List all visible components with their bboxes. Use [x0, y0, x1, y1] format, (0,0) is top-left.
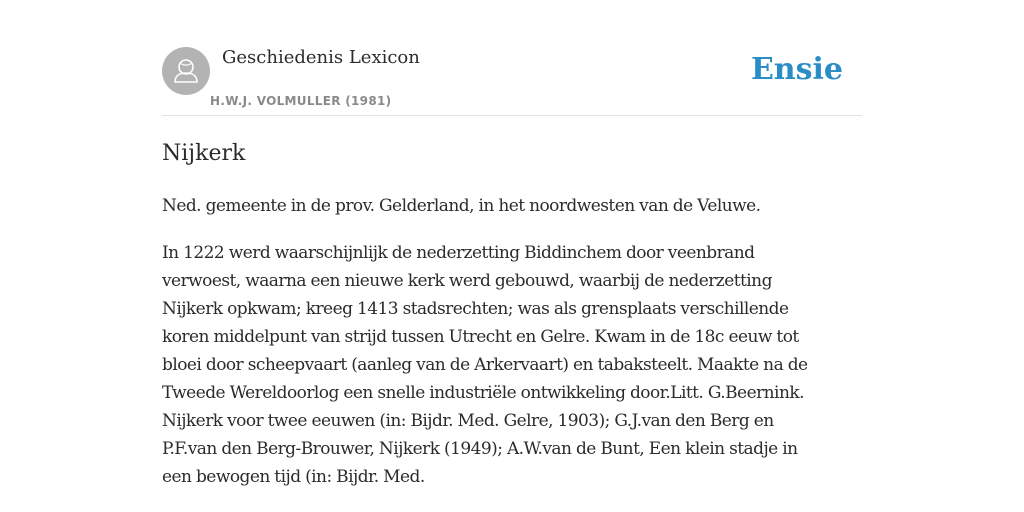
source-author[interactable]: H.W.J. VOLMULLER (1981): [210, 94, 392, 108]
paragraph-line: P.F.van den Berg-Brouwer, Nijkerk (1949); A.W.van de Bunt, Een klein stadje in: [162, 439, 798, 459]
user-icon[interactable]: [162, 47, 210, 95]
paragraph-line: Tweede Wereldoorlog een snelle industriële ontwikkeling door.Litt. G.Beernink.: [162, 383, 804, 403]
article-body: [162, 138, 862, 491]
paragraph-line: bloei door scheepvaart (aanleg van de Arkervaart) en tabaksteelt. Maakte na de: [162, 355, 808, 375]
article-paragraph: Ned. gemeente in de prov. Gelderland, in het noordwesten van de Veluwe.: [162, 196, 761, 216]
article-title: Nijkerk: [162, 141, 246, 166]
paragraph-line: koren middelpunt van strijd tussen Utrecht en Gelre. Kwam in de 18c eeuw tot: [162, 327, 799, 347]
paragraph-line: een bewogen tijd (in: Bijdr. Med.: [162, 467, 425, 487]
brand-logo[interactable]: Ensie: [750, 52, 843, 87]
paragraph-line: Nijkerk voor twee eeuwen (in: Bijdr. Med. Gelre, 1903); G.J.van den Berg en: [162, 411, 774, 431]
source-title[interactable]: Geschiedenis Lexicon: [222, 47, 420, 68]
entry-header: [162, 46, 862, 116]
article-paragraph: [162, 239, 862, 491]
paragraph-line: Nijkerk opkwam; kreeg 1413 stadsrechten; was als grensplaats verschillende: [162, 299, 789, 319]
paragraph-line: In 1222 werd waarschijnlijk de nederzetting Biddinchem door veenbrand: [162, 243, 755, 263]
header-divider: [162, 115, 862, 116]
paragraph-line: verwoest, waarna een nieuwe kerk werd gebouwd, waarbij de nederzetting: [162, 271, 772, 291]
